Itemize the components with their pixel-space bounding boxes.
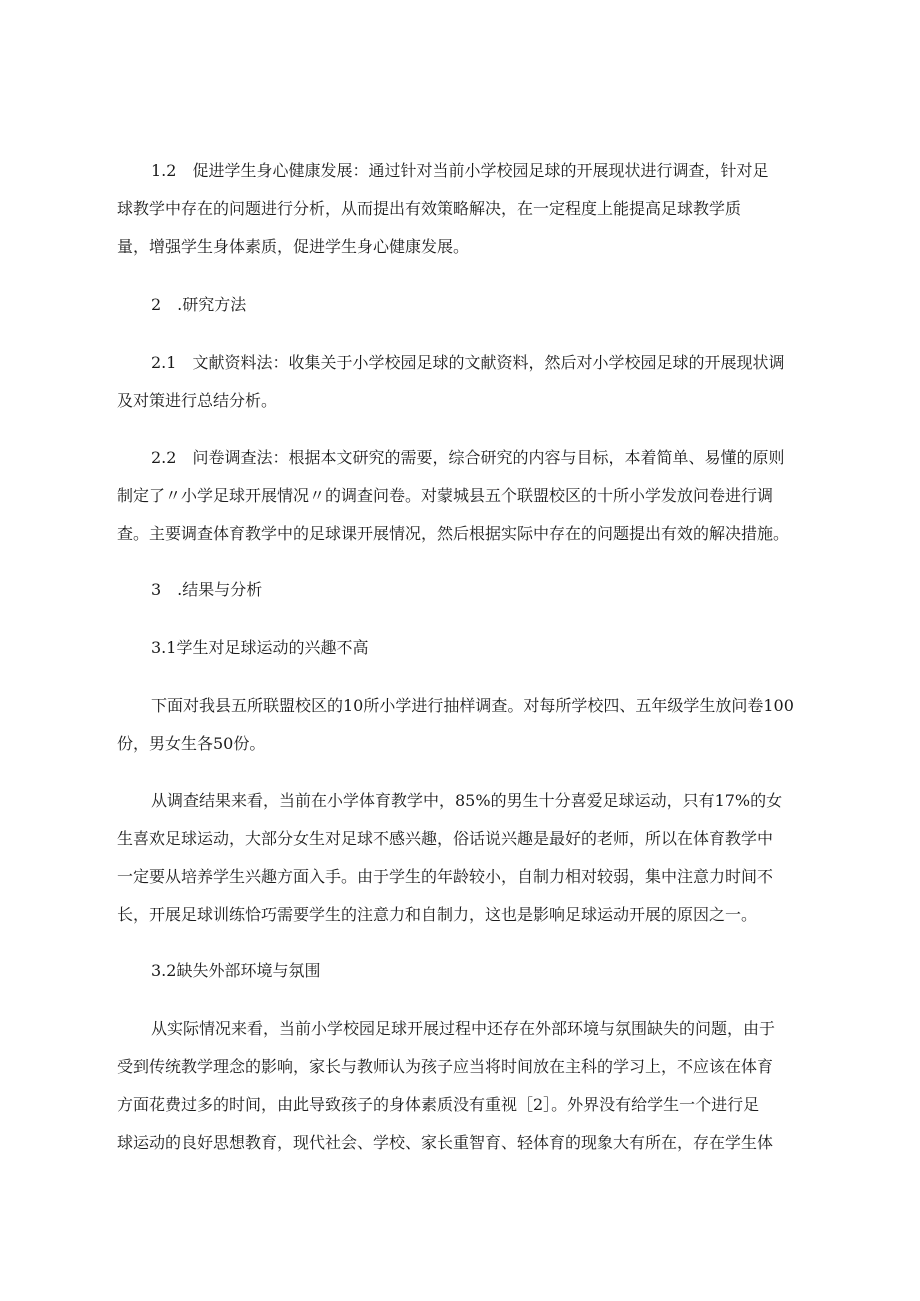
subsection-heading-3-2 <box>117 952 817 990</box>
section-heading-3 <box>117 571 817 609</box>
paragraph-1-2 <box>117 152 817 266</box>
text-line: 生喜欢足球运动，大部分女生对足球不感兴趣，俗话说兴趣是最好的老师，所以在体育教学中 <box>117 829 774 848</box>
paragraph-3-1-a <box>117 687 817 763</box>
paragraph-2-1 <box>117 344 817 420</box>
text-line: 长，开展足球训练恰巧需要学生的注意力和自制力，这也是影响足球运动开展的原因之一。 <box>117 905 758 924</box>
text-line: 球运动的良好思想教育，现代社会、学校、家长重智育、轻体育的现象大有所在，存在学生体 <box>117 1133 774 1152</box>
heading-text: 2 .研究方法 <box>151 295 247 314</box>
heading-text: 3 .结果与分析 <box>151 580 263 599</box>
text-line: 2.2 问卷调查法：根据本文研究的需要，综合研究的内容与目标，本着简单、易懂的原则 <box>151 448 785 467</box>
paragraph-3-2 <box>117 1010 817 1162</box>
text-line: 方面花费过多的时间，由此导致孩子的身体素质没有重视［2］。外界没有给学生一个进行足 <box>117 1095 760 1114</box>
section-heading-2 <box>117 286 817 324</box>
text-line: 及对策进行总结分析。 <box>117 391 278 410</box>
text-line: 查。主要调查体育教学中的足球课开展情况，然后根据实际中存在的问题提出有效的解决措施。 <box>117 524 790 543</box>
text-line: 2.1 文献资料法：收集关于小学校园足球的文献资料，然后对小学校园足球的开展现状调 <box>151 353 785 372</box>
text-line: 1.2 促进学生身心健康发展：通过针对当前小学校园足球的开展现状进行调查，针对足 <box>151 161 769 180</box>
text-line: 份，男女生各50份。 <box>117 734 266 753</box>
subsection-heading-3-1 <box>117 629 817 667</box>
text-line: 受到传统教学理念的影响，家长与教师认为孩子应当将时间放在主科的学习上，不应该在体育 <box>117 1057 774 1076</box>
text-line: 制定了〃小学足球开展情况〃的调查问卷。对蒙城县五个联盟校区的十所小学发放问卷进行调 <box>117 486 774 505</box>
text-line: 球教学中存在的问题进行分析，从而提出有效策略解决，在一定程度上能提高足球教学质 <box>117 199 742 218</box>
heading-text: 3.1学生对足球运动的兴趣不高 <box>151 638 369 657</box>
text-line: 从调查结果来看，当前在小学体育教学中，85%的男生十分喜爱足球运动，只有17%的女 <box>151 791 783 810</box>
text-line: 从实际情况来看，当前小学校园足球开展过程中还存在外部环境与氛围缺失的问题，由于 <box>151 1019 776 1038</box>
heading-text: 3.2缺失外部环境与氛围 <box>151 961 321 980</box>
text-line: 下面对我县五所联盟校区的10所小学进行抽样调查。对每所学校四、五年级学生放问卷100 <box>151 696 794 715</box>
text-line: 一定要从培养学生兴趣方面入手。由于学生的年龄较小，自制力相对较弱，集中注意力时间不 <box>117 867 774 886</box>
paragraph-3-1-b <box>117 782 817 934</box>
text-line: 量，增强学生身体素质，促进学生身心健康发展。 <box>117 237 470 256</box>
paragraph-2-2 <box>117 439 817 553</box>
